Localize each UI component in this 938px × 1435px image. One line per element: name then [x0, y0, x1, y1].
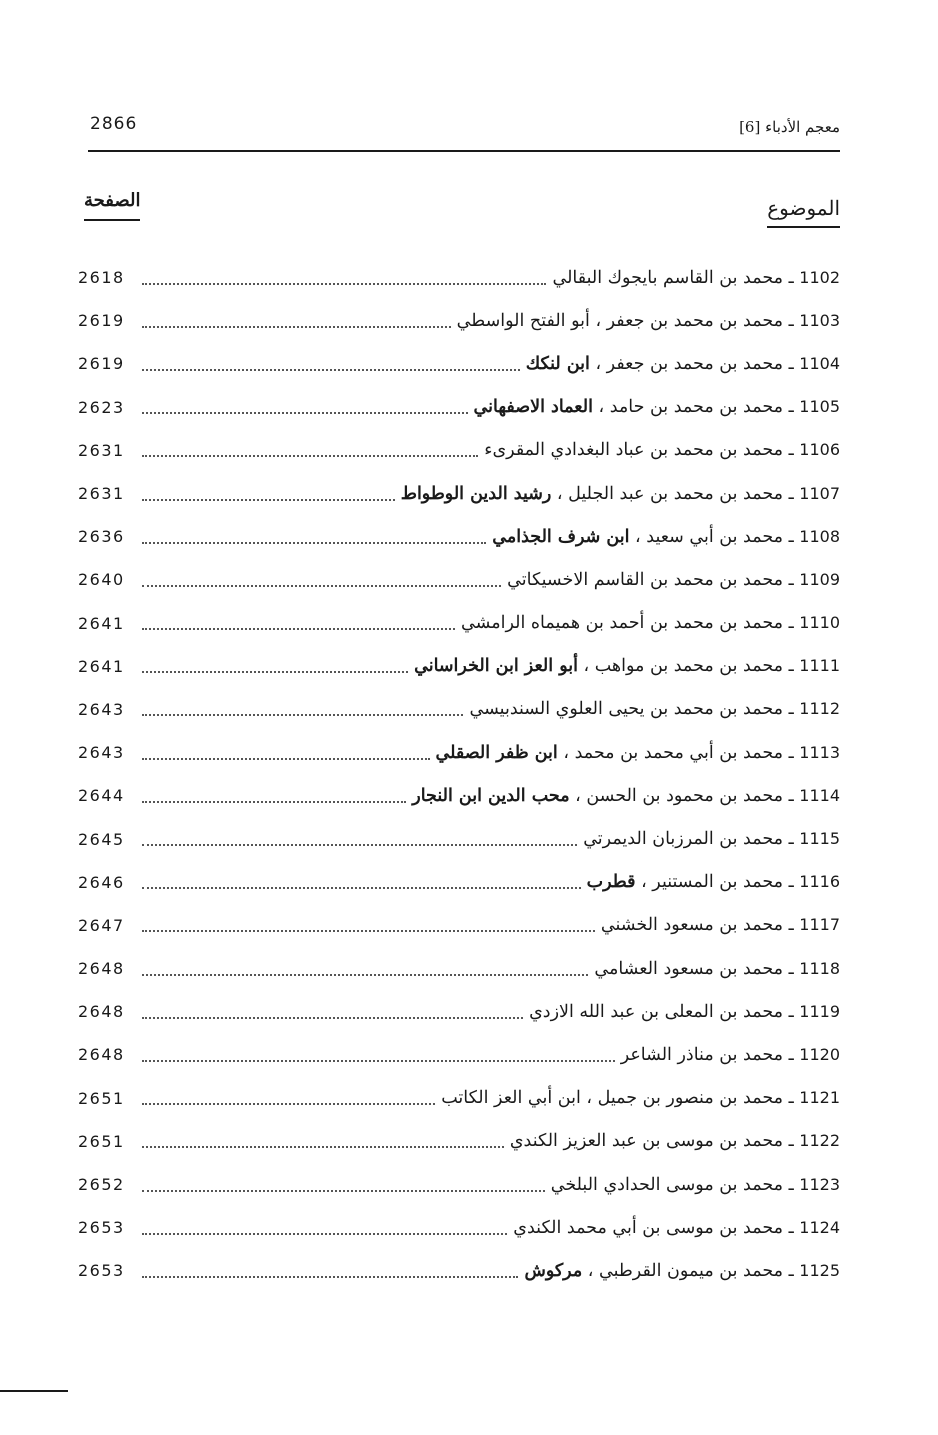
- entry-number: 1116: [799, 872, 840, 892]
- entry-name: محمد بن محمد بن عباد البغدادي المقرىء: [484, 440, 784, 461]
- toc-page-number: 2619: [78, 311, 125, 331]
- toc-row: [78, 1163, 840, 1206]
- entry-alias: قطرب: [586, 872, 636, 893]
- entry-name: محمد بن المستنير ،: [635, 872, 784, 893]
- dot-leader: [142, 326, 451, 328]
- dot-leader: [142, 1017, 523, 1019]
- dot-leader: [142, 714, 463, 716]
- toc-entry: 1122 ـ محمد بن موسى بن عبد العزيز الكندي: [509, 1131, 840, 1152]
- toc-row: [78, 731, 840, 774]
- toc-entry: 1110 ـ محمد بن محمد بن أحمد بن هميماه الرامشي: [461, 613, 840, 634]
- toc-entry: 1102 ـ محمد بن القاسم بايجوك البقالي: [552, 267, 840, 288]
- toc-entry: 1104 ـ محمد بن محمد بن جعفر ، ابن لنكك: [525, 353, 840, 374]
- dot-leader: [142, 585, 501, 587]
- page-number: 2866: [90, 114, 138, 134]
- entry-name: محمد بن محمد بن القاسم الاخسيكاتي: [507, 569, 784, 590]
- toc-page-number: 2646: [78, 872, 125, 892]
- toc-page-number: 2653: [78, 1261, 125, 1281]
- dot-leader: [142, 671, 408, 673]
- toc-row: [78, 688, 840, 731]
- dot-leader: [142, 455, 478, 457]
- entry-number: 1105: [799, 397, 840, 417]
- entry-number: 1113: [799, 742, 840, 762]
- toc-entry: 1113 ـ محمد بن أبي محمد بن محمد ، ابن ظفر الصقلي: [435, 742, 840, 763]
- entry-name: محمد بن محمد بن حامد ،: [592, 397, 784, 418]
- dot-leader: [142, 1233, 507, 1235]
- entry-number: 1118: [799, 958, 840, 978]
- entry-number: 1125: [799, 1260, 840, 1280]
- toc-entry: 1107 ـ محمد بن محمد بن عبد الجليل ، رشيد الدين الوطواط: [400, 483, 840, 504]
- toc-page-number: 2651: [78, 1088, 125, 1108]
- entry-name: محمد بن محمد بن جعفر ،: [589, 353, 784, 374]
- entry-number: 1120: [799, 1044, 840, 1064]
- toc-entry: 1115 ـ محمد بن المرزبان الديمرتي: [583, 829, 840, 850]
- toc-row: [78, 990, 840, 1033]
- toc-entry: 1111 ـ محمد بن محمد بن مواهب ، أبو العز ابن الخراساني: [414, 656, 840, 677]
- toc-page-number: 2648: [78, 959, 125, 979]
- toc-row: [78, 817, 840, 860]
- toc-row: [78, 342, 840, 385]
- toc-row: [78, 645, 840, 688]
- entry-name: محمد بن موسى بن أبي محمد الكندي: [513, 1217, 784, 1238]
- dot-leader: [142, 801, 406, 803]
- toc-row: [78, 774, 840, 817]
- toc-page-number: 2647: [78, 915, 125, 935]
- toc-row: [78, 1120, 840, 1163]
- entry-number: 1109: [799, 569, 840, 589]
- entry-number: 1103: [799, 310, 840, 330]
- toc-page-number: 2643: [78, 699, 125, 719]
- toc-entry: 1109 ـ محمد بن محمد بن القاسم الاخسيكاتي: [507, 569, 840, 590]
- entry-alias: ابن لنكك: [525, 353, 590, 374]
- toc-page-number: 2618: [78, 268, 125, 288]
- entry-number: 1124: [799, 1217, 840, 1237]
- entry-name: محمد بن محمد بن أحمد بن هميماه الرامشي: [461, 613, 784, 634]
- entry-number: 1104: [799, 353, 840, 373]
- dot-leader: [142, 542, 486, 544]
- toc-entry: 1117 ـ محمد بن مسعود الخشني: [600, 915, 840, 936]
- dot-leader: [142, 499, 395, 501]
- entry-number: 1122: [799, 1131, 840, 1151]
- entry-number: 1112: [799, 699, 840, 719]
- dot-leader: [142, 1276, 518, 1278]
- toc-entry: 1119 ـ محمد بن المعلى بن عبد الله الازدي: [529, 1001, 840, 1022]
- footer-rule: [0, 1390, 68, 1392]
- toc-entry: 1125 ـ محمد بن ميمون القرطبي ، مركوش: [524, 1260, 840, 1281]
- entry-name: محمد بن القاسم بايجوك البقالي: [552, 267, 784, 288]
- toc-entry: 1103 ـ محمد بن محمد بن جعفر ، أبو الفتح الواسطي: [456, 310, 840, 331]
- entry-name: محمد بن المعلى بن عبد الله الازدي: [529, 1001, 784, 1022]
- dot-leader: [142, 887, 581, 889]
- entry-name: محمد بن أبي سعيد ،: [629, 526, 784, 547]
- entry-number: 1111: [799, 656, 840, 676]
- toc-entry: 1124 ـ محمد بن موسى بن أبي محمد الكندي: [513, 1217, 840, 1238]
- toc-entry: 1118 ـ محمد بن مسعود العشامي: [594, 958, 840, 979]
- entry-name: محمد بن محمد بن جعفر ، أبو الفتح الواسطي: [456, 310, 784, 331]
- toc-entry: 1106 ـ محمد بن محمد بن عباد البغدادي المقرىء: [484, 440, 840, 461]
- toc-entry: 1105 ـ محمد بن محمد بن حامد ، العماد الاصفهاني: [473, 397, 840, 418]
- running-title: معجم الأدباء [6]: [739, 118, 840, 136]
- toc-entry: 1108 ـ محمد بن أبي سعيد ، ابن شرف الجذامي: [492, 526, 840, 547]
- entry-number: 1115: [799, 829, 840, 849]
- toc-row: [78, 515, 840, 558]
- toc-page-number: 2636: [78, 527, 125, 547]
- toc-row: [78, 861, 840, 904]
- entry-number: 1108: [799, 526, 840, 546]
- entry-alias: العماد الاصفهاني: [473, 397, 593, 418]
- toc-page-number: 2631: [78, 440, 125, 460]
- entry-name: محمد بن ميمون القرطبي ،: [582, 1260, 784, 1281]
- entry-name: محمد بن محمد بن مواهب ،: [577, 656, 784, 677]
- toc-entry: 1112 ـ محمد بن محمد بن يحيى العلوي السندبيسي: [469, 699, 840, 720]
- entry-number: 1102: [799, 267, 840, 287]
- dot-leader: [142, 930, 595, 932]
- entry-number: 1121: [799, 1088, 840, 1108]
- toc-page-number: 2641: [78, 656, 125, 676]
- toc-entry: 1120 ـ محمد بن مناذر الشاعر: [620, 1044, 840, 1065]
- toc-row: [78, 1249, 840, 1292]
- toc-page-number: 2652: [78, 1175, 125, 1195]
- dot-leader: [142, 1103, 435, 1105]
- entry-name: محمد بن موسى بن عبد العزيز الكندي: [509, 1131, 784, 1152]
- dot-leader: [142, 974, 588, 976]
- toc-entry: 1114 ـ محمد بن محمود بن الحسن ، محب الدين ابن النجار: [412, 785, 840, 806]
- toc-row: [78, 472, 840, 515]
- toc-page-number: 2648: [78, 1002, 125, 1022]
- toc-row: [78, 558, 840, 601]
- entry-number: 1107: [799, 483, 840, 503]
- entry-number: 1114: [799, 785, 840, 805]
- entry-name: محمد بن مناذر الشاعر: [620, 1044, 784, 1065]
- dot-leader: [142, 1060, 615, 1062]
- entry-number: 1117: [799, 915, 840, 935]
- entry-name: محمد بن محمد بن عبد الجليل ،: [551, 483, 784, 504]
- toc-page-number: 2648: [78, 1045, 125, 1065]
- entry-alias: مركوش: [524, 1260, 583, 1281]
- entry-name: محمد بن محمد بن يحيى العلوي السندبيسي: [469, 699, 784, 720]
- toc-page-number: 2640: [78, 570, 125, 590]
- toc-row: [78, 947, 840, 990]
- toc-row: [78, 1033, 840, 1076]
- page-header: [88, 114, 840, 152]
- entry-number: 1119: [799, 1001, 840, 1021]
- dot-leader: [142, 369, 520, 371]
- entry-name: محمد بن مسعود العشامي: [594, 958, 784, 979]
- dot-leader: [142, 1190, 545, 1192]
- dot-leader: [142, 758, 430, 760]
- table-of-contents: [78, 256, 840, 1293]
- toc-row: [78, 256, 840, 299]
- toc-page-number: 2643: [78, 743, 125, 763]
- toc-row: [78, 386, 840, 429]
- toc-entry: 1123 ـ محمد بن موسى الحدادي البلخي: [550, 1174, 840, 1195]
- entry-alias: ابن شرف الجذامي: [492, 526, 630, 547]
- toc-row: [78, 299, 840, 342]
- toc-page-number: 2653: [78, 1218, 125, 1238]
- toc-entry: 1116 ـ محمد بن المستنير ، قطرب: [586, 872, 840, 893]
- entry-name: محمد بن المرزبان الديمرتي: [583, 829, 784, 850]
- toc-row: [78, 904, 840, 947]
- entry-name: محمد بن مسعود الخشني: [600, 915, 784, 936]
- entry-name: محمد بن محمود بن الحسن ،: [569, 785, 784, 806]
- dot-leader: [142, 628, 455, 630]
- entry-number: 1106: [799, 440, 840, 460]
- toc-page-number: 2631: [78, 484, 125, 504]
- toc-page-number: 2645: [78, 829, 125, 849]
- toc-page-number: 2623: [78, 397, 125, 417]
- entry-name: محمد بن أبي محمد بن محمد ،: [557, 742, 784, 763]
- toc-entry: 1121 ـ محمد بن منصور بن جميل ، ابن أبي العز الكاتب: [441, 1088, 840, 1109]
- toc-row: [78, 1206, 840, 1249]
- entry-alias: ابن ظفر الصقلي: [435, 742, 558, 763]
- entry-alias: محب الدين ابن النجار: [412, 785, 570, 806]
- dot-leader: [142, 844, 577, 846]
- dot-leader: [142, 412, 468, 414]
- toc-row: [78, 602, 840, 645]
- entry-name: محمد بن موسى الحدادي البلخي: [550, 1174, 784, 1195]
- entry-number: 1123: [799, 1174, 840, 1194]
- toc-page-number: 2619: [78, 354, 125, 374]
- entry-alias: أبو العز ابن الخراساني: [414, 656, 578, 677]
- entry-number: 1110: [799, 613, 840, 633]
- page-column-heading: الصفحة: [84, 190, 140, 221]
- dot-leader: [142, 1146, 504, 1148]
- toc-page-number: 2644: [78, 786, 125, 806]
- toc-page-number: 2641: [78, 613, 125, 633]
- entry-name: محمد بن منصور بن جميل ، ابن أبي العز الكاتب: [441, 1088, 784, 1109]
- toc-page-number: 2651: [78, 1131, 125, 1151]
- toc-row: [78, 429, 840, 472]
- entry-alias: رشيد الدين الوطواط: [400, 483, 552, 504]
- dot-leader: [142, 283, 546, 285]
- topic-column-heading: الموضوع: [767, 196, 840, 228]
- toc-row: [78, 1077, 840, 1120]
